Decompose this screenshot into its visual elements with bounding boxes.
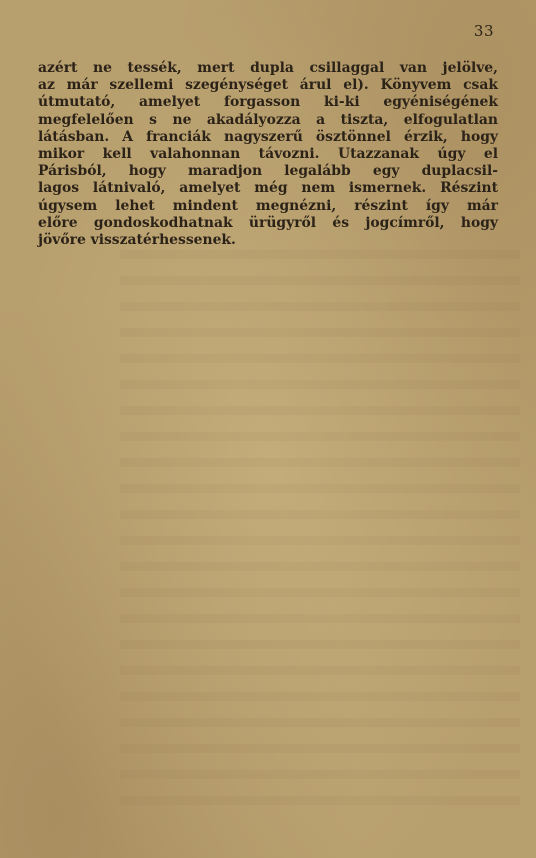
text-line: jövőre visszatérhessenek. xyxy=(38,232,236,249)
text-line: az már szellemi szegénységet árul el). Könyvem csak xyxy=(38,77,498,94)
body-text xyxy=(38,60,498,249)
text-line: előre gondoskodhatnak ürügyről és jogcímről, hogy xyxy=(38,214,498,231)
text-line: megfelelően s ne akadályozza a tiszta, elfogulatlan xyxy=(38,111,498,128)
text-line: mikor kell valahonnan távozni. Utazzanak úgy el xyxy=(38,146,498,163)
text-line: Párisból, hogy maradjon legalább egy duplacsil- xyxy=(38,163,498,180)
text-line: azért ne tessék, mert dupla csillaggal van jelölve, xyxy=(38,60,498,76)
show-through-texture xyxy=(120,250,520,810)
page-number: 33 xyxy=(473,22,494,40)
text-line: útmutató, amelyet forgasson ki-ki egyéniségének xyxy=(38,94,498,111)
text-line: lagos látnivaló, amelyet még nem ismernek. Részint xyxy=(38,180,498,197)
text-line: úgysem lehet mindent megnézni, részint így már xyxy=(38,197,498,214)
text-line: látásban. A franciák nagyszerű ösztönnel érzik, hogy xyxy=(38,128,498,145)
